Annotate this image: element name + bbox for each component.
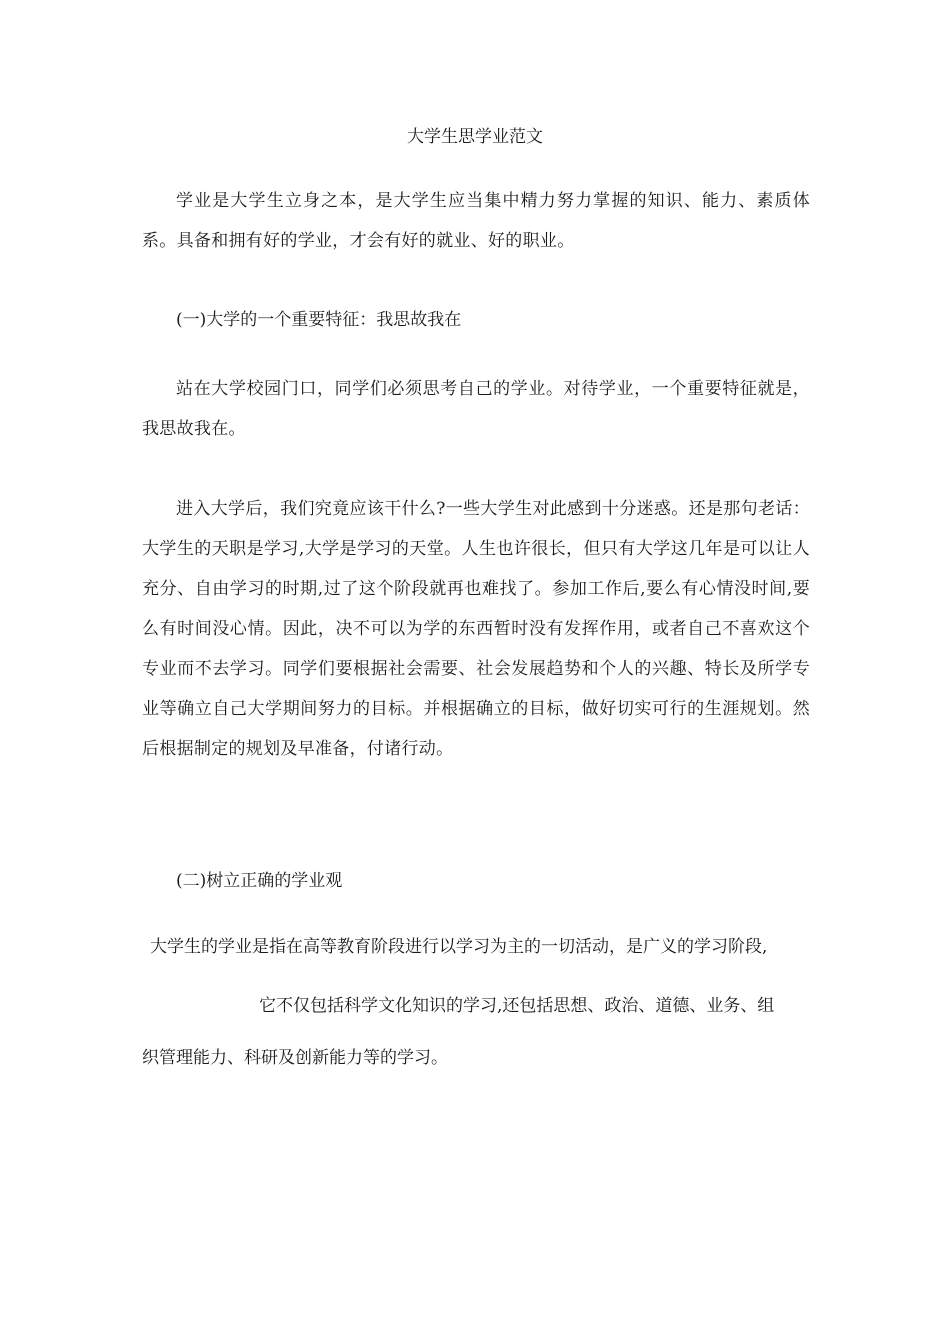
section-heading-1: (一)大学的一个重要特征：我思故我在: [176, 310, 462, 330]
paragraph-academic-line-2: 它不仅包括科学文化知识的学习,还包括思想、政治、道德、业务、组: [259, 996, 775, 1016]
paragraph-academic-line-3: 织管理能力、科研及创新能力等的学习。: [142, 1048, 448, 1068]
document-title: 大学生思学业范文: [407, 127, 543, 147]
paragraph-university-study: 进入大学后，我们究竟应该干什么?一些大学生对此感到十分迷惑。还是那句老话：大学生的天职是学习,大学是学习的天堂。人生也许很长，但只有大学这几年是可以让人充分、自由学习的时期,过了这个阶段就再也难找了。参加工作后,要么有心情没时间,要么有时间没心情。因此，决不可以为学的东西暂时没有发挥作用，或者自己不喜欢这个专业而不去学习。同学们要根据社会需要、社会发展趋势和个人的兴趣、特长及所学专业等确立自己大学期间努力的目标。并根据确立的目标，做好切实可行的生涯规划。然后根据制定的规划及早准备，付诸行动。: [142, 499, 810, 759]
paragraph-think: 站在大学校园门口，同学们必须思考自己的学业。对待学业，一个重要特征就是，我思故我在。: [142, 379, 810, 439]
paragraph-academic-line-1: 大学生的学业是指在高等教育阶段进行以学习为主的一切活动，是广义的学习阶段,: [150, 937, 768, 957]
section-heading-2: (二)树立正确的学业观: [176, 871, 343, 891]
paragraph-intro: 学业是大学生立身之本，是大学生应当集中精力努力掌握的知识、能力、素质体系。具备和拥有好的学业，才会有好的就业、好的职业。: [142, 191, 810, 251]
